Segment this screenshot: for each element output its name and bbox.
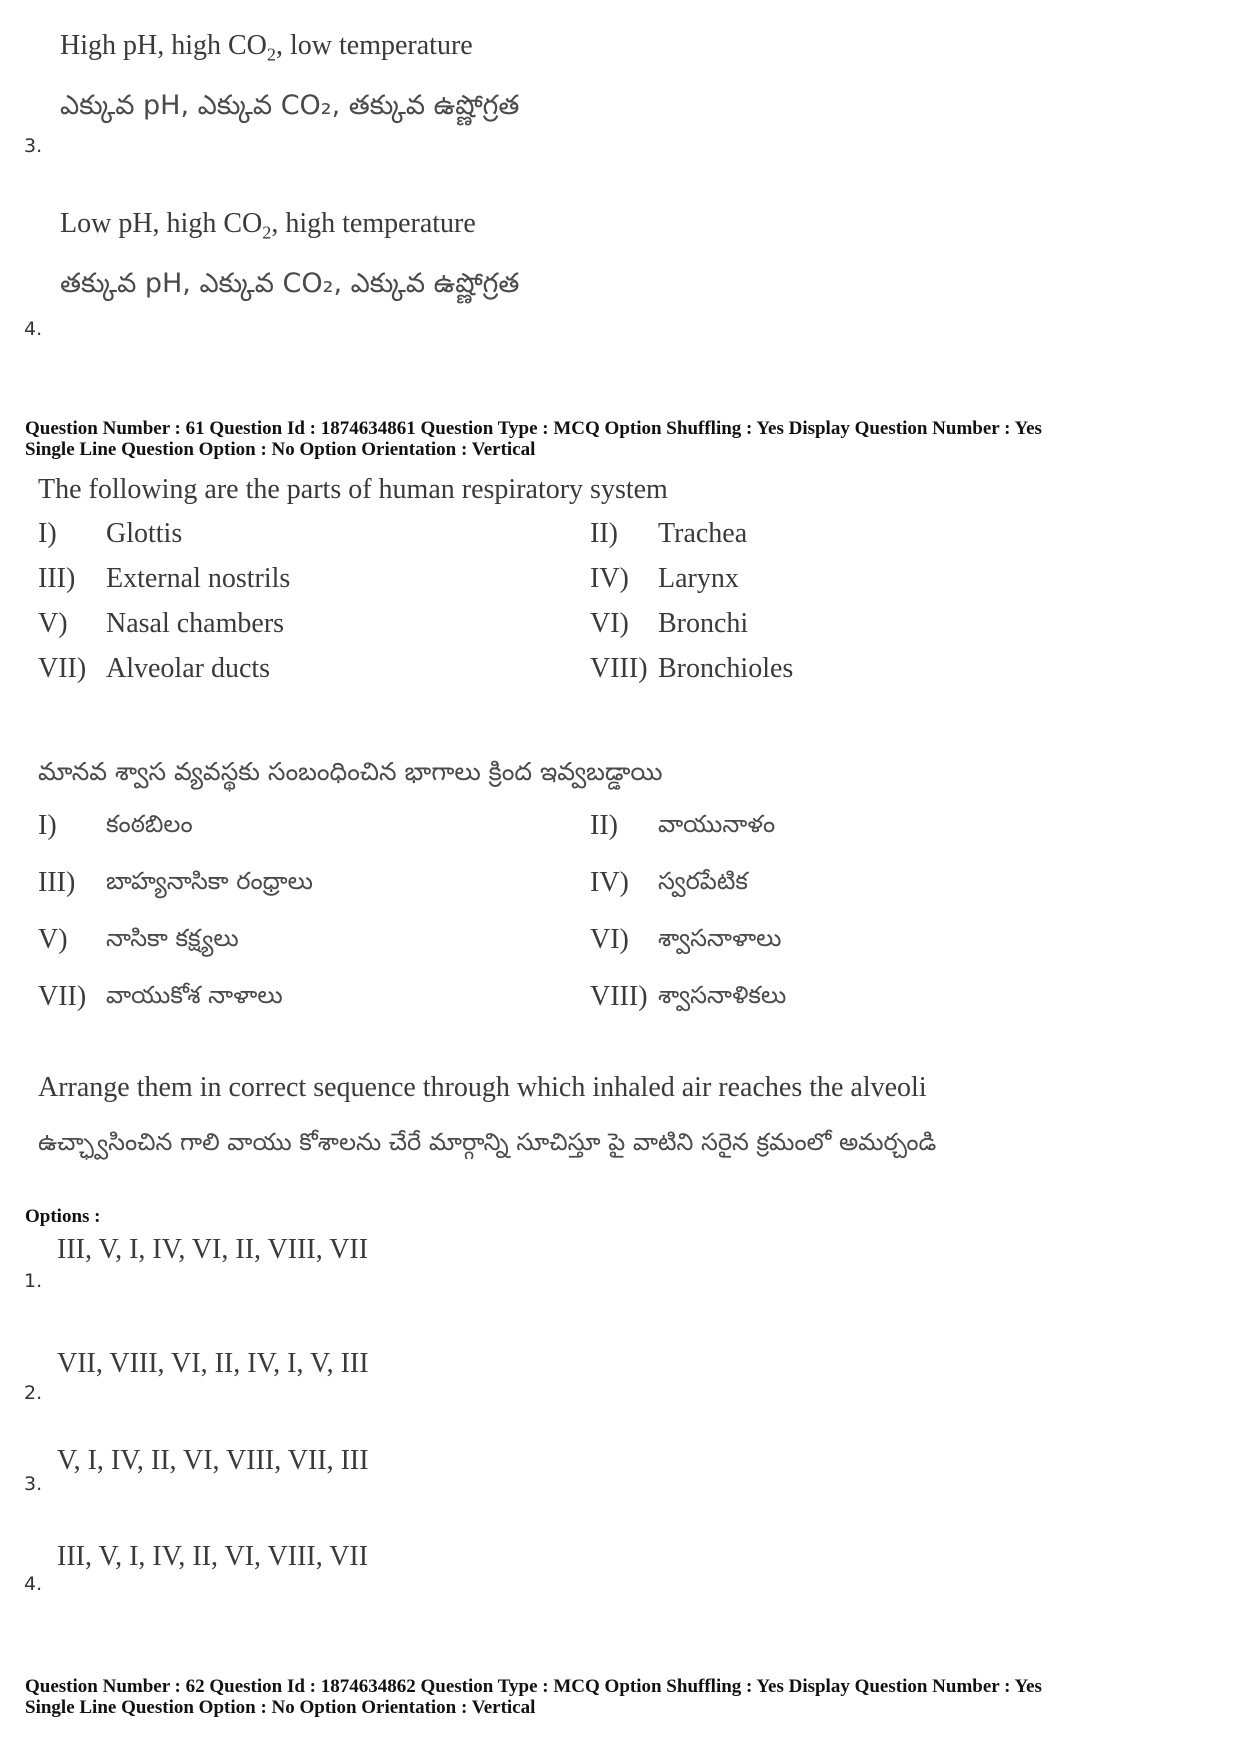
- meta-line-2: Single Line Question Option : No Option Orientation : Vertical: [25, 439, 536, 460]
- option-2[interactable]: [24, 1348, 724, 1408]
- option-1[interactable]: [24, 1234, 724, 1294]
- part-te-6: VI) శ్వాసనాళాలు: [590, 924, 782, 955]
- question-61-meta: [25, 418, 1225, 460]
- part-te-7: VII) వాయుకోశ నాళాలు: [38, 981, 283, 1012]
- part-te-3: III) బాహ్యనాసికా రంధ్రాలు: [38, 867, 313, 898]
- option-2-number: 2.: [24, 1382, 43, 1404]
- options-label: Options :: [25, 1206, 101, 1227]
- part-te-1: I) కంఠబిలం: [38, 810, 193, 841]
- meta-line-1: Question Number : 61 Question Id : 1874634861 Question Type : MCQ Option Shuffling : Yes Display Question Number : Yes: [25, 418, 1042, 439]
- option-4-number: 4.: [24, 318, 43, 340]
- option-4-telugu: తక్కువ pH, ఎక్కువ CO₂, ఎక్కువ ఉష్ణోగ్రత: [60, 268, 520, 299]
- part-te-2: II) వాయునాళం: [590, 810, 776, 841]
- option-3[interactable]: [24, 1445, 724, 1505]
- option-4-english: Low pH, high $CO_2$, high temperature: [60, 208, 476, 243]
- prev-option-3[interactable]: [60, 30, 473, 66]
- question-62-meta: [25, 1676, 1225, 1718]
- parts-en-left: [38, 518, 558, 698]
- part-en-5: V) Nasal chambers: [38, 608, 285, 639]
- option-2-text: VII, VIII, VI, II, IV, I, V, III: [57, 1348, 369, 1379]
- option-4-number: 4.: [24, 1573, 43, 1595]
- option-3-text: V, I, IV, II, VI, VIII, VII, III: [57, 1445, 369, 1476]
- meta-line-1: Question Number : 62 Question Id : 1874634862 Question Type : MCQ Option Shuffling : Yes Display Question Number : Yes: [25, 1676, 1042, 1697]
- part-en-8: VIII) Bronchioles: [590, 653, 794, 684]
- option-3-number: 3.: [24, 135, 43, 157]
- parts-en-right: [590, 518, 1110, 698]
- question-61-intro-en: The following are the parts of human respiratory system: [38, 474, 668, 505]
- meta-line-2: Single Line Question Option : No Option Orientation : Vertical: [25, 1697, 536, 1718]
- part-te-8: VIII) శ్వాసనాళికలు: [590, 981, 787, 1012]
- option-1-number: 1.: [24, 1270, 43, 1292]
- part-te-5: V) నాసికా కక్ష్యలు: [38, 924, 239, 955]
- part-te-4: IV) స్వరపేటిక: [590, 867, 748, 898]
- option-4-text: III, V, I, IV, II, VI, VIII, VII: [57, 1541, 369, 1572]
- option-1-text: III, V, I, IV, VI, II, VIII, VII: [57, 1234, 369, 1265]
- part-en-1: I) Glottis: [38, 518, 183, 549]
- parts-te-left: [38, 810, 558, 1038]
- option-3-english: High pH, high $CO_2$, low temperature: [60, 30, 473, 65]
- part-en-2: II) Trachea: [590, 518, 748, 549]
- option-3-telugu: ఎక్కువ pH, ఎక్కువ CO₂, తక్కువ ఉష్ణోగ్రత: [60, 90, 520, 121]
- option-3-number: 3.: [24, 1473, 43, 1495]
- part-en-7: VII) Alveolar ducts: [38, 653, 271, 684]
- prev-option-4[interactable]: [60, 208, 476, 244]
- question-61-instruction-te: ఉచ్ఛ్వాసించిన గాలి వాయు కోశాలను చేరే మార్గాన్ని సూచిస్తూ పై వాటిని సరైన క్రమంలో అమర్చండి: [38, 1128, 937, 1156]
- part-en-3: III) External nostrils: [38, 563, 291, 594]
- part-en-6: VI) Bronchi: [590, 608, 749, 639]
- parts-te-right: [590, 810, 1110, 1038]
- question-61-intro-te: మానవ శ్వాస వ్యవస్థకు సంబంధించిన భాగాలు క్రింద ఇవ్వబడ్డాయి: [38, 757, 663, 786]
- question-61-instruction-en: Arrange them in correct sequence through which inhaled air reaches the alveoli: [38, 1072, 927, 1103]
- part-en-4: IV) Larynx: [590, 563, 739, 594]
- option-4[interactable]: [24, 1541, 724, 1601]
